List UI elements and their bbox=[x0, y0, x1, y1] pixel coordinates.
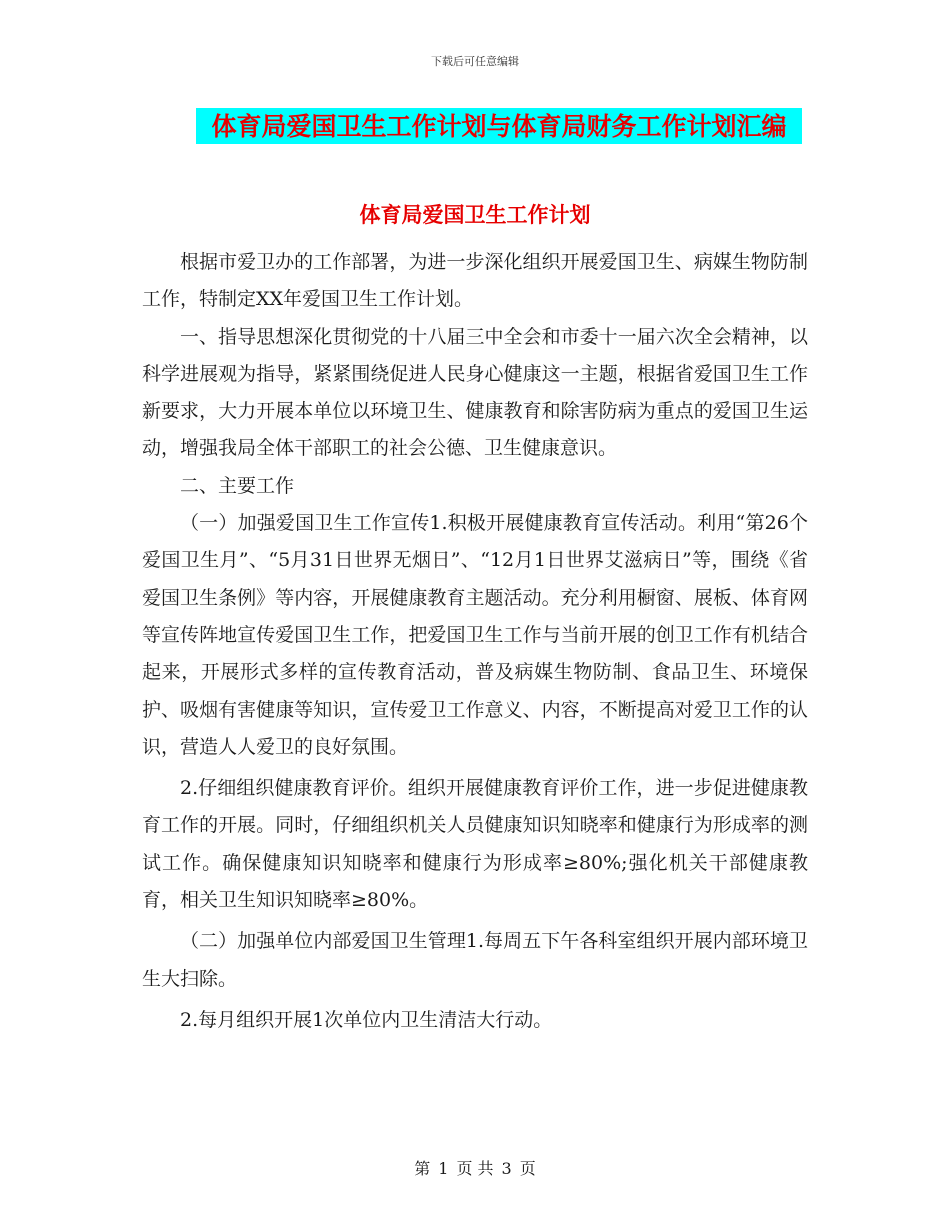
paragraph-intro: 根据市爱卫办的工作部署，为进一步深化组织开展爱国卫生、病媒生物防制工作，特制定XX年爱国卫生工作计划。 bbox=[142, 251, 808, 311]
footer-total-pages: 3 bbox=[501, 1159, 512, 1178]
footer-mid: 页 共 bbox=[456, 1159, 494, 1178]
paragraph-monthly-cleaning: 2.每月组织开展1次单位内卫生清洁大行动。 bbox=[180, 1008, 553, 1031]
section-title: 体育局爱国卫生工作计划 bbox=[359, 202, 591, 227]
paragraph-main-work-heading: 二、主要工作 bbox=[180, 474, 295, 497]
document-body bbox=[142, 244, 808, 1039]
header-note: 下载后可任意编辑 bbox=[431, 55, 519, 68]
footer-prefix: 第 bbox=[414, 1159, 431, 1178]
paragraph-internal-management: （二）加强单位内部爱国卫生管理1.每周五下午各科室组织开展内部环境卫生大扫除。 bbox=[142, 930, 808, 990]
paragraph-evaluation: 2.仔细组织健康教育评价。组织开展健康教育评价工作，进一步促进健康教育工作的开展。同时，仔细组织机关人员健康知识知晓率和健康行为形成率的测试工作。确保健康知识知晓率和健康行为形成率≥80%;强化机关干部健康教育，相关卫生知识知晓率≥80%。 bbox=[142, 777, 808, 912]
page-footer bbox=[0, 1156, 950, 1179]
paragraph-publicity: （一）加强爱国卫生工作宣传1.积极开展健康教育宣传活动。利用“第26个爱国卫生月”、“5月31日世界无烟日”、“12月1日世界艾滋病日”等，围绕《省爱国卫生条例》等内容，开展健康教育主题活动。充分利用橱窗、展板、体育网等宣传阵地宣传爱国卫生工作，把爱国卫生工作与当前开展的创卫工作有机结合起来，开展形式多样的宣传教育活动，普及病媒生物防制、食品卫生、环境保护、吸烟有害健康等知识，宣传爱卫工作意义、内容，不断提高对爱卫工作的认识，营造人人爱卫的良好氛围。 bbox=[142, 512, 808, 758]
footer-suffix: 页 bbox=[519, 1159, 536, 1178]
footer-current-page: 1 bbox=[438, 1159, 449, 1178]
document-main-title: 体育局爱国卫生工作计划与体育局财务工作计划汇编 bbox=[211, 112, 787, 141]
paragraph-guiding-idea: 一、指导思想深化贯彻党的十八届三中全会和市委十一届六次全会精神，以科学进展观为指导，紧紧围绕促进人民身心健康这一主题，根据省爱国卫生工作新要求，大力开展本单位以环境卫生、健康教育和除害防病为重点的爱国卫生运动，增强我局全体干部职工的社会公德、卫生健康意识。 bbox=[142, 325, 808, 460]
